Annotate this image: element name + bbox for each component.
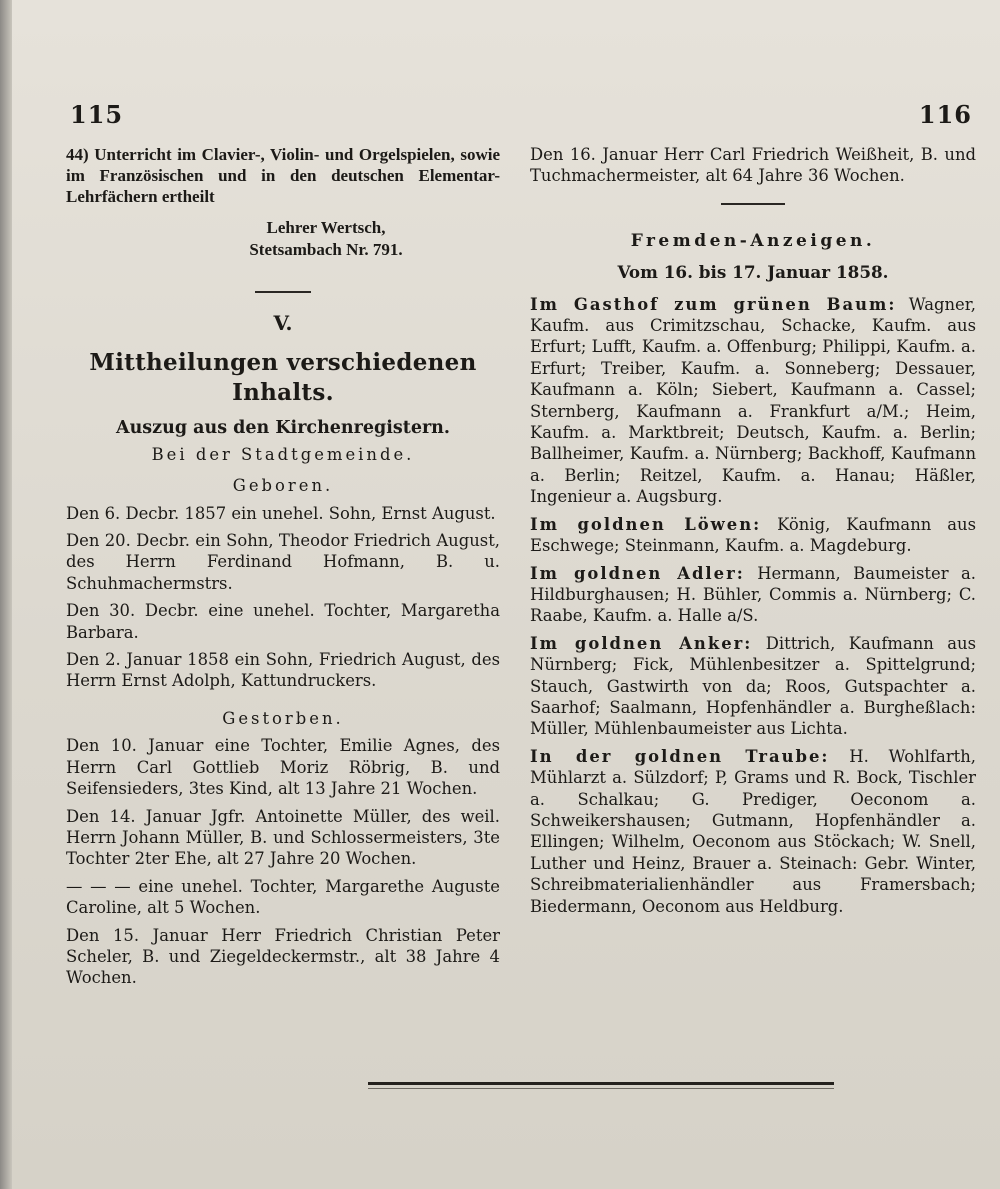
hotel-guests: Dittrich, Kaufmann aus Nürnberg; Fick, Mühlenbesitzer a. Spittelgrund; Stauch, Gastwirth von da; Roos, Gutspachter a. Saarhof; Saalmann, Hopfenhändler a. Burgheßlach: Müller, Mühlenbaumeister aus Lichta. [530,633,976,739]
right-column [530,144,976,923]
death-entry: Den 15. Januar Herr Friedrich Christian Peter Scheler, B. und Ziegeldeckermstr., alt 38 Jahre 4 Wochen. [66,925,500,988]
hotel-entry [530,563,976,627]
death-entry-continued: Den 16. Januar Herr Carl Friedrich Weißheit, B. und Tuchmachermeister, alt 64 Jahre 36 Wochen. [530,145,976,186]
signature-address: Stetsambach Nr. 791. [249,240,403,259]
hotel-entry [530,746,976,917]
page-number-right: 116 [918,100,972,129]
hotel-guests: Hermann, Baumeister a. Hildburghausen; H. Bühler, Commis a. Nürnberg; C. Raabe, Kaufm. a. Halle a/S. [530,563,976,626]
date-range: Vom 16. bis 17. Januar 1858. [617,262,889,283]
death-entry: — — — eine unehel. Tochter, Margarethe Auguste Caroline, alt 5 Wochen. [66,876,500,918]
hotel-name: In der goldnen Traube: [530,746,830,766]
subsection-sub: Bei der Stadtgemeinde. [151,444,415,464]
death-entry: Den 14. Januar Jgfr. Antoinette Müller, des weil. Herrn Johann Müller, B. und Schlossermeisters, 3te Tochter 2ter Ehe, alt 27 Jahre 20 Wochen. [66,806,500,869]
birth-entry: Den 30. Decbr. eine unehel. Tochter, Margaretha Barbara. [66,601,500,642]
hotel-name: Im goldnen Adler: [530,563,745,583]
gestorben-heading: Gestorben. [222,708,344,728]
bottom-double-rule [368,1082,834,1085]
hotel-name: Im goldnen Anker: [530,633,753,653]
geboren-heading: Geboren. [232,476,334,496]
signature-name: Lehrer Wertsch, [266,218,386,237]
subsection-title: Auszug aus den Kirchenregistern. [116,418,450,439]
divider-short [255,291,311,293]
page-number-left: 115 [70,100,124,129]
hotel-guests: Wagner, Kaufm. aus Crimitzschau, Schacke, Kaufm. aus Erfurt; Lufft, Kaufm. a. Offenburg; Philippi, Kaufm. a. Erfurt; Treiber, Kaufm. a. Sonneberg; Dessauer, Kaufmann a. Köln; Siebert, Kaufmann a. Cassel; Sternberg, Kaufmann a. Frankfurt a/M.; Heim, Kaufm. a. Marktbreit; Deutsch, Kaufm. a. Berlin; Ballheimer, Kaufm. a. Nürnberg; Backhoff, Kaufmann a. Berlin; Reitzel, Kaufm. a. Hanau; Häßler, Ingenieur a. Augsburg. [530,294,976,507]
divider-short [721,203,785,205]
hotel-entry [530,294,976,508]
fremden-anzeigen-title: Fremden-Anzeigen. [630,230,876,251]
hotel-name: Im Gasthof zum grünen Baum: [530,294,897,314]
hotel-guests: H. Wohlfarth, Mühlarzt a. Sülzdorf; P, Grams und R. Bock, Tischler a. Schalkau; G. Prediger, Oeconom a. Schweikershausen; Gutmann, Hopfenhändler a. Ellingen; Wilhelm, Oeconom aus Stöckach; W. Snell, Luther und Heinz, Brauer a. Steinach: Gebr. Winter, Schreibmaterialienhändler aus Framersbach; Biedermann, Oeconom aus Heldburg. [530,746,977,916]
notice-44: 44) Unterricht im Clavier-, Violin- und Orgelspielen, sowie im Französischen und in den deutschen Elementar-Lehrfächern ertheilt [66,145,500,206]
birth-entry: Den 20. Decbr. ein Sohn, Theodor Friedrich August, des Herrn Ferdinand Hofmann, B. u. Schuhmachermstrs. [66,531,500,593]
hotel-guests: König, Kaufmann aus Eschwege; Steinmann, Kaufm. a. Magdeburg. [530,514,976,556]
hotel-entry [530,514,976,557]
hotel-entry [530,633,976,740]
section-number: V. [273,311,293,335]
section-title: Mittheilungen verschiedenen Inhalts. [89,349,477,407]
notice-signature [66,217,500,261]
birth-entry: Den 2. Januar 1858 ein Sohn, Friedrich August, des Herrn Ernst Adolph, Kattundruckers. [66,650,500,691]
death-entry: Den 10. Januar eine Tochter, Emilie Agnes, des Herrn Carl Gottlieb Moriz Röbrig, B. und Seifensieders, 3tes Kind, alt 13 Jahre 21 Wochen. [66,736,500,799]
hotel-name: Im goldnen Löwen: [530,514,762,534]
birth-entry: Den 6. Decbr. 1857 ein unehel. Sohn, Ernst August. [66,503,496,523]
left-column [66,144,500,995]
